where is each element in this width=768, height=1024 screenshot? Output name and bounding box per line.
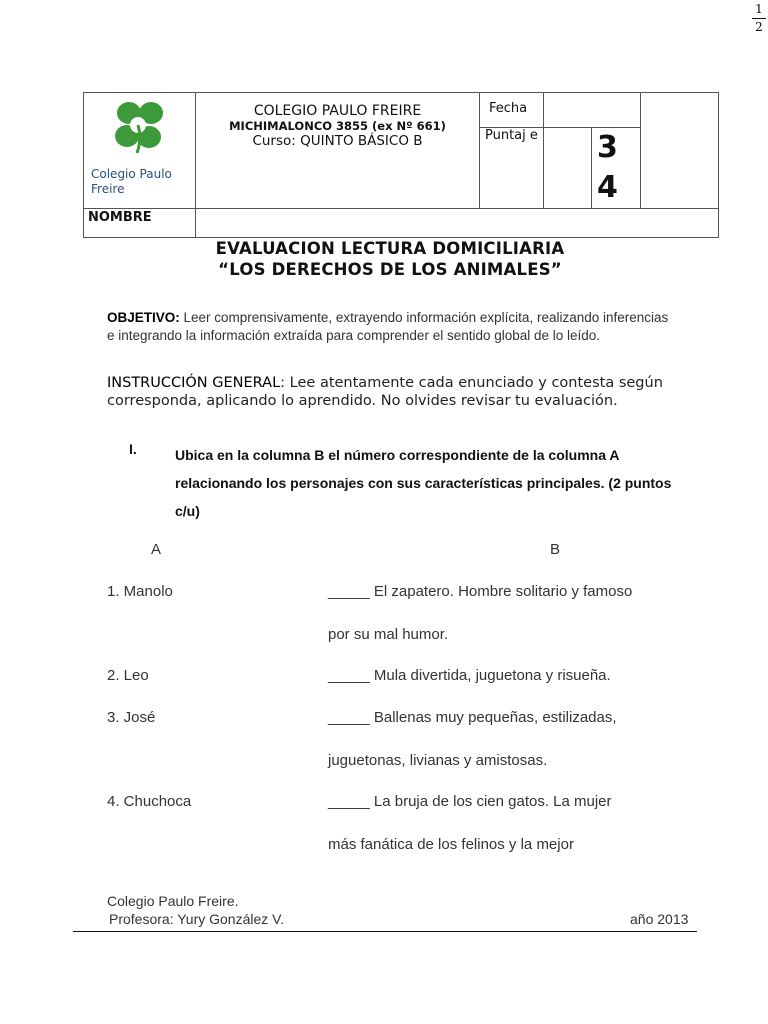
date-field[interactable] — [544, 93, 641, 128]
instruction-label: INSTRUCCIÓN GENERAL — [107, 375, 281, 391]
footer-teacher: Profesora: Yury González V. — [109, 911, 285, 927]
item-b-3-line2: juguetonas, livianas y amistosas. — [328, 752, 548, 769]
instruction-paragraph — [107, 374, 667, 410]
header-table — [83, 92, 719, 238]
clover-logo-icon — [110, 99, 170, 155]
item-a-2: 2. Leo — [107, 667, 149, 684]
item-a-4: 4. Chuchoca — [107, 793, 192, 810]
page-current: 1 — [755, 2, 763, 16]
page-total: 2 — [755, 20, 763, 34]
item-a-1: 1. Manolo — [107, 583, 173, 600]
school-address: MICHIMALONCO 3855 (ex Nº 661) — [229, 119, 446, 133]
page-title — [0, 238, 768, 280]
logo-cell — [84, 93, 196, 209]
footer-divider — [73, 931, 697, 932]
instruction-text: : Lee atentamente cada enunciado y contesta según corresponda, aplicando lo aprendido. No olvides revisar tu evaluación. — [107, 375, 663, 409]
date-label: Fecha — [480, 93, 544, 128]
title-line2: “LOS DERECHOS DE LOS ANIMALES” — [218, 260, 562, 279]
logo-school-name: Colegio Paulo Freire — [91, 167, 172, 196]
item-b-4-line2: más fanática de los felinos y la mejor — [328, 836, 574, 853]
name-label: NOMBRE — [84, 209, 196, 238]
score-blank[interactable] — [544, 128, 592, 209]
objective-paragraph — [107, 309, 672, 345]
item-b-2-line1[interactable]: _____ Mula divertida, juguetona y risueña. — [328, 667, 611, 684]
objective-text: Leer comprensivamente, extrayendo información explícita, realizando inferencias e integrando la información extraída para comprender el sentido global de lo leído. — [107, 310, 669, 343]
section-instruction: Ubica en la columna B el número correspondiente de la columna A relacionando los personajes con sus características principales. (2 puntos c/u) — [175, 447, 672, 519]
title-line1: EVALUACION LECTURA DOMICILIARIA — [215, 239, 565, 258]
score-label: Puntaj e — [480, 128, 544, 209]
empty-cell — [641, 93, 719, 209]
item-b-4-line1[interactable]: _____ La bruja de los cien gatos. La mujer — [328, 793, 612, 810]
page-indicator — [752, 2, 766, 35]
footer-school: Colegio Paulo Freire. — [107, 893, 239, 909]
column-b-header: B — [550, 541, 561, 558]
objective-label: OBJETIVO: — [107, 310, 180, 325]
name-field[interactable] — [196, 209, 719, 238]
score-value: 3 4 — [592, 128, 641, 209]
column-a-header: A — [151, 541, 162, 558]
item-b-3-line1[interactable]: _____ Ballenas muy pequeñas, estilizadas, — [328, 709, 617, 726]
item-b-1-line2: por su mal humor. — [328, 626, 449, 643]
item-b-1-line1[interactable]: _____ El zapatero. Hombre solitario y famoso — [328, 583, 633, 600]
school-info-cell — [196, 93, 480, 209]
item-a-3: 3. José — [107, 709, 156, 726]
course-label: Curso: QUINTO BÁSICO B — [252, 133, 423, 149]
footer-year: año 2013 — [630, 911, 689, 927]
section-number: I. — [129, 441, 137, 457]
school-name: COLEGIO PAULO FREIRE — [253, 103, 422, 119]
